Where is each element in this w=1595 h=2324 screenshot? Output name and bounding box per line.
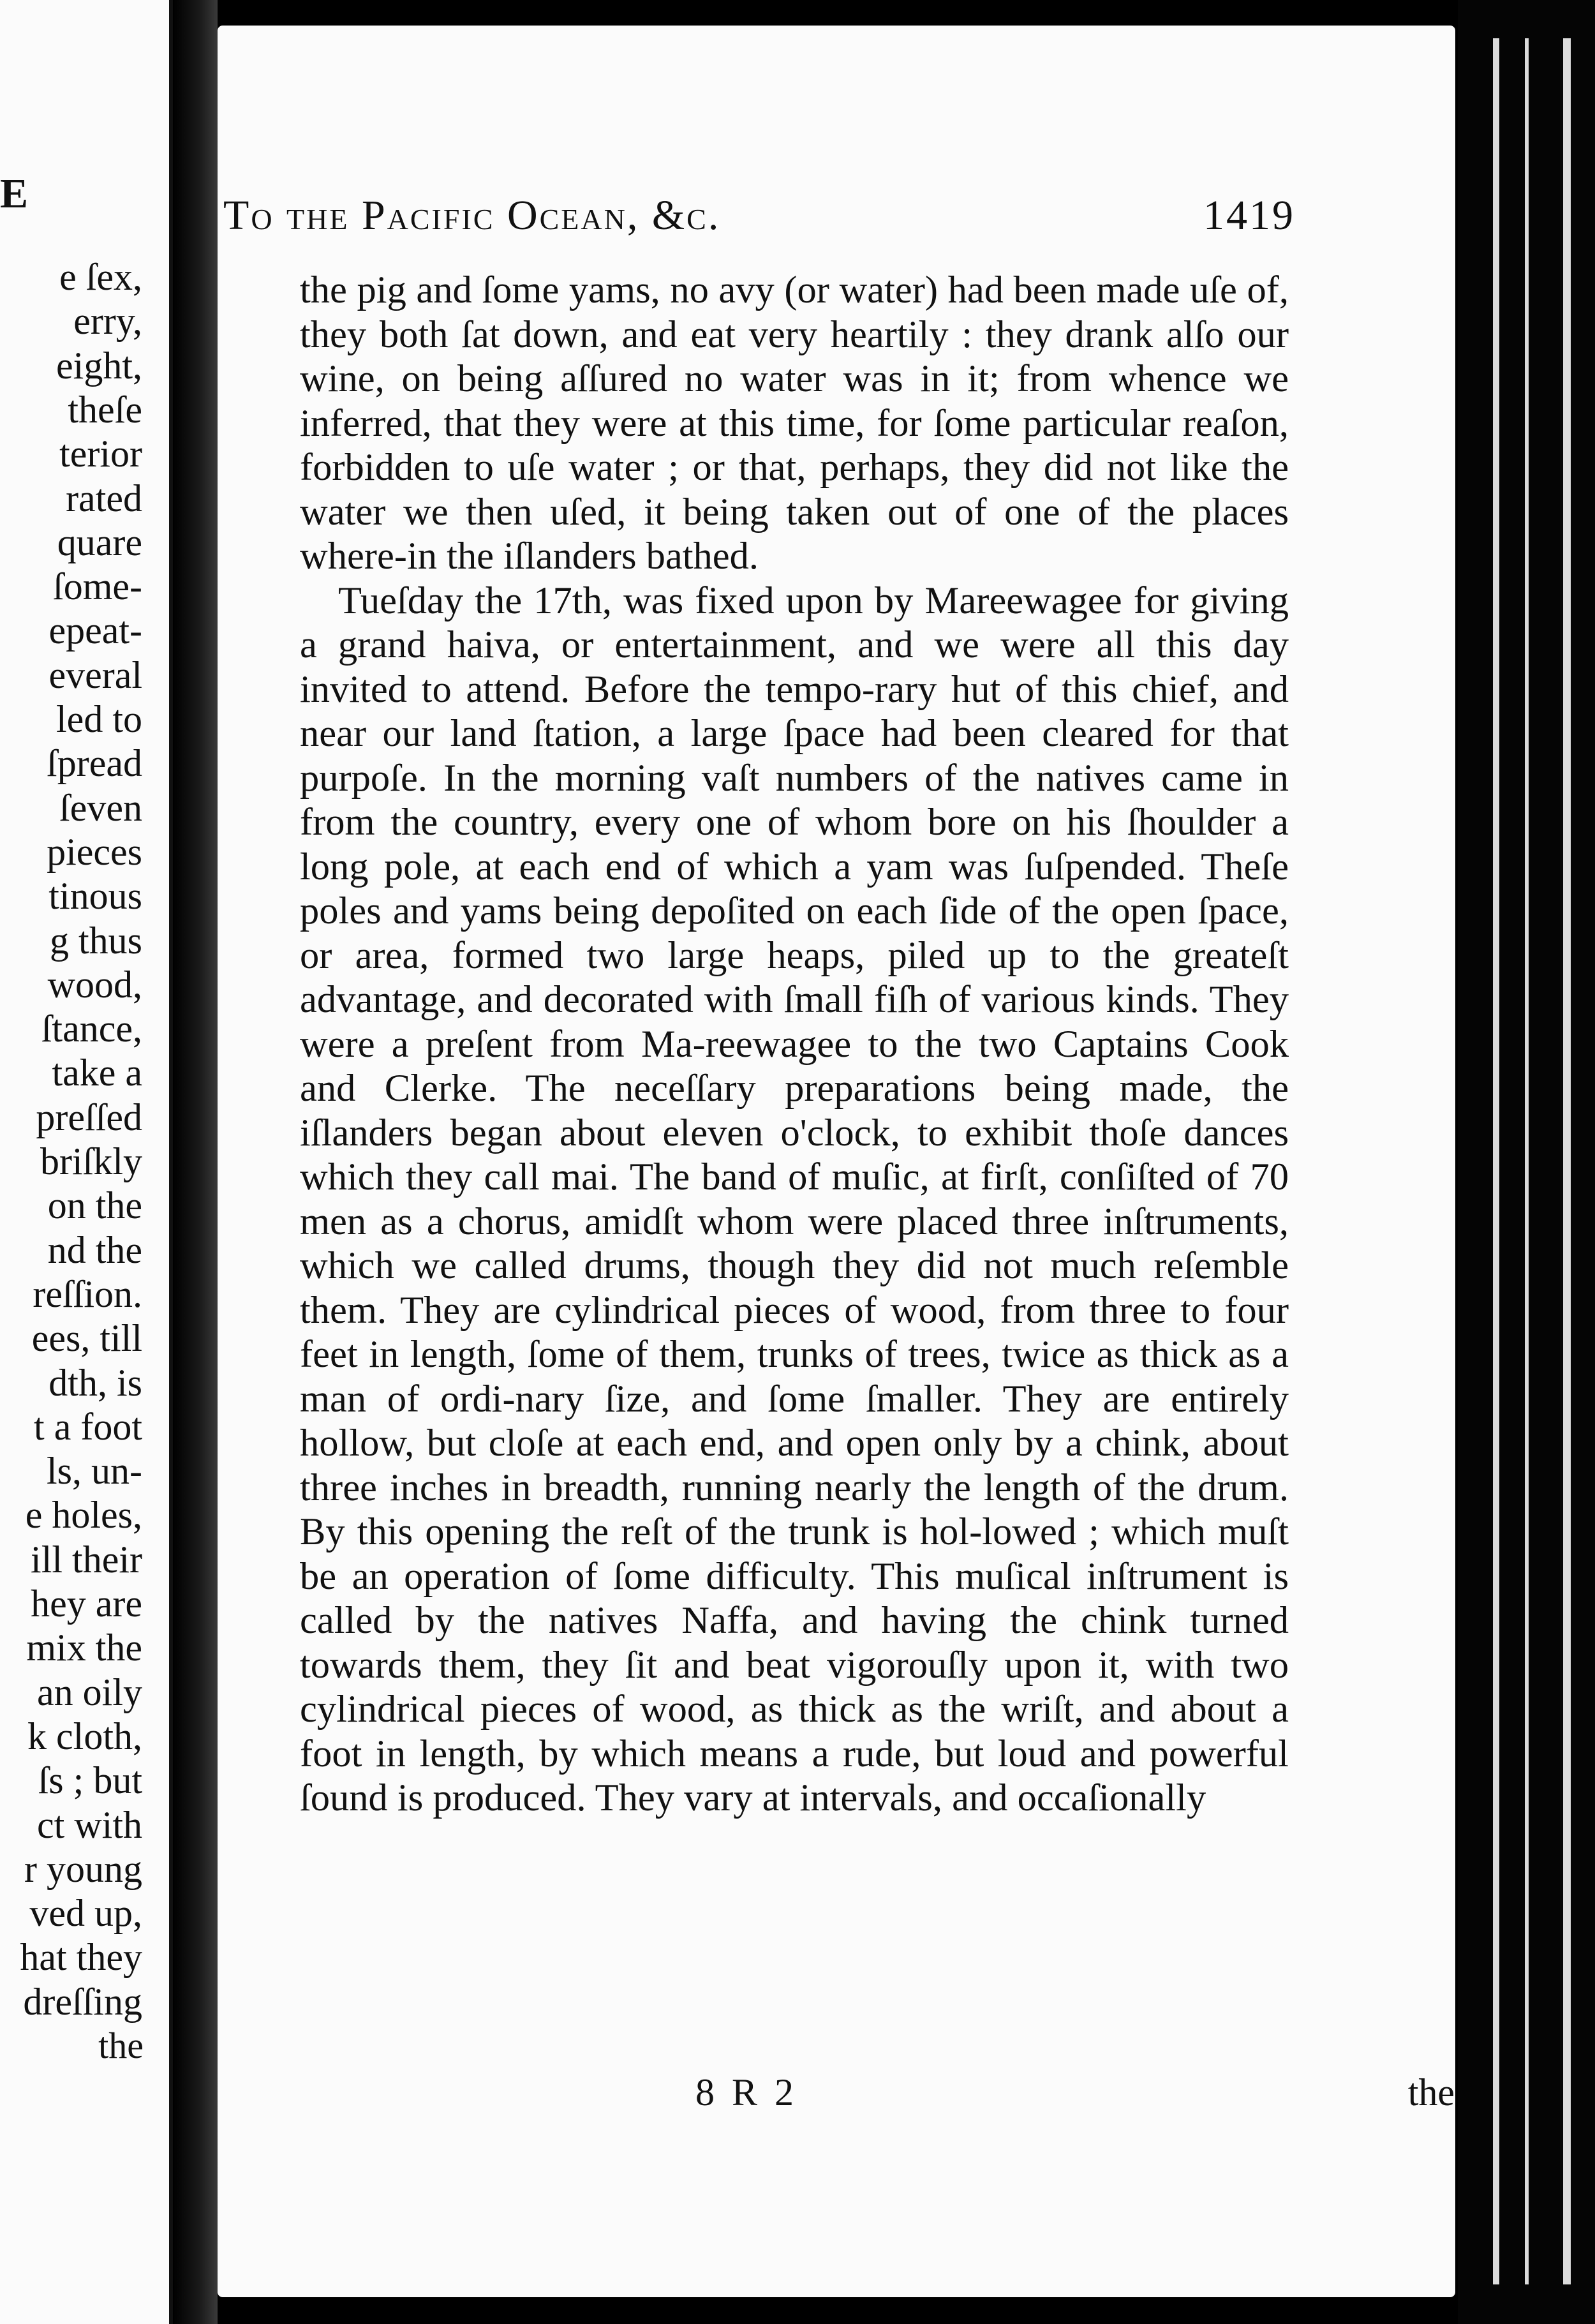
facing-page-line: take a: [52, 1052, 142, 1094]
facing-page-line: everal: [48, 653, 142, 696]
page-number: 1419: [1203, 192, 1295, 239]
page-edge-stripe: [1525, 38, 1529, 2284]
facing-page-line: briſkly: [40, 1140, 142, 1182]
facing-page-line: ill their: [31, 1538, 142, 1581]
facing-page-line: g thus: [49, 919, 142, 962]
facing-page-line: ved up,: [29, 1892, 142, 1935]
facing-page-line: tinous: [48, 875, 142, 918]
facing-page-line: ct with: [37, 1803, 142, 1846]
facing-page-line: ſtance,: [41, 1008, 142, 1050]
facing-page-line: e holes,: [25, 1494, 142, 1537]
facing-page-line: ſome-: [53, 565, 142, 608]
facing-page-line: ees, till: [31, 1317, 142, 1360]
facing-page-line: an oily: [37, 1671, 142, 1713]
body-text: [300, 268, 1289, 1821]
page-edge-stripe: [1493, 38, 1499, 2284]
facing-page-line: terior: [59, 433, 142, 475]
facing-page-line: dreſſing: [23, 1980, 142, 2023]
catchword: the: [1407, 2071, 1455, 2113]
facing-page-catchword: the: [98, 2025, 144, 2066]
facing-page-line: quare: [57, 521, 142, 563]
facing-page-line: erry,: [73, 300, 142, 343]
paragraph: Tueſday the 17th, was fixed upon by Mareewagee for giving a grand haiva, or entertainment, and we were all this day invited to attend. Before the tempo-rary hut of this chief, and near our land ſtation, a large ſpace had been cleared for that purpoſe. In the morning vaſt numbers of the natives came in from the country, every one of whom bore on his ſhoulder a long pole, at each end of which a yam was ſuſpended. Theſe poles and yams being depoſited on each ſide of the open ſpace, or area, formed two large heaps, piled up to the greateſt advantage, and decorated with ſmall fiſh of various kinds. They were a preſent from Ma-reewagee to the two Captains Cook and Clerke. The neceſſary preparations being made, the iſlanders began about eleven o'clock, to exhibit thoſe dances which they call mai. The band of muſic, at firſt, conſiſted of 70 men as a chorus, amidſt whom were placed three inſtruments, which we called drums, though they did not much reſemble them. They are cylindrical pieces of wood, from three to four feet in length, ſome of them, trunks of trees, twice as thick as a man of ordi-nary ſize, and ſome ſmaller. They are entirely hollow, but cloſe at each end, and open only by a chink, about three inches in breadth, running nearly the length of the drum. By this opening the reſt of the trunk is hol-lowed ; which muſt be an operation of ſome difficulty. This muſical inſtrument is called by the natives Naffa, and having the chink turned towards them, they ſit and beat vigorouſly upon it, with two cylindrical pieces of wood, as thick as the wriſt, and about a foot in length, by which means a rude, but loud and powerful ſound is produced. They vary at intervals, and occaſionally: [300, 579, 1289, 1819]
facing-page-line: e ſex,: [59, 256, 142, 298]
facing-page-line: reſſion.: [33, 1272, 142, 1315]
facing-page-header-fragment: E: [0, 170, 29, 217]
facing-page-line: dth, is: [48, 1361, 142, 1404]
facing-page-line: theſe: [68, 388, 142, 431]
page-edge: [1458, 0, 1595, 2324]
facing-page-line: preſſed: [36, 1096, 142, 1138]
facing-page-line: ſs ; but: [38, 1759, 142, 1802]
running-head-title: To the Pacific Ocean, &c.: [223, 192, 721, 239]
facing-page-line: rated: [66, 477, 142, 519]
running-head: [223, 191, 1295, 249]
facing-page-line: pieces: [47, 830, 142, 873]
facing-page-line: t a foot: [34, 1405, 142, 1448]
paragraph: the pig and ſome yams, no avy (or water) had been made uſe of, they both ſat down, and eat very heartily : they drank alſo our wine, on being aſſured no water was in it; from whence we inferred, that they were at this time, for ſome particular reaſon, forbidden to uſe water ; or that, perhaps, they did not like the water we then uſed, it being taken out of one of the places where-in the iſlanders bathed.: [300, 269, 1289, 577]
facing-page-line: ſeven: [59, 786, 142, 829]
facing-page-line: eight,: [56, 344, 142, 387]
page-edge-stripe: [1563, 38, 1571, 2284]
facing-page-line: mix the: [26, 1627, 142, 1669]
facing-page-line: led to: [56, 698, 142, 740]
facing-page-line: epeat-: [48, 609, 142, 652]
book-gutter: [173, 0, 218, 2324]
facing-page-line: on the: [47, 1184, 142, 1227]
facing-page-fragment: [0, 0, 173, 2324]
facing-page-line: hey are: [31, 1583, 142, 1625]
facing-page-line: nd the: [47, 1228, 142, 1271]
facing-page-line: ſpread: [47, 742, 142, 785]
facing-page-line: k cloth,: [27, 1715, 142, 1757]
signature-mark: 8 R 2: [695, 2071, 798, 2113]
facing-page-line: hat they: [20, 1936, 142, 1979]
facing-page-line: ls, un-: [47, 1450, 142, 1493]
facing-page-line: r young: [24, 1847, 142, 1890]
facing-page-line: wood,: [47, 963, 142, 1006]
